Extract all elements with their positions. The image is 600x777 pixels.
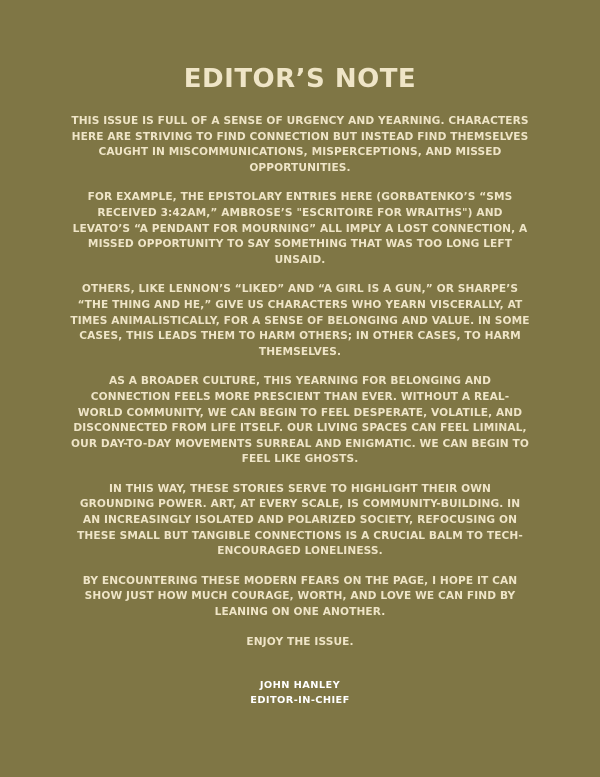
editor-role: EDITOR-IN-CHIEF [250,695,350,707]
editor-name: JOHN HANLEY [259,680,341,692]
note-paragraph-5: IN THIS WAY, THESE STORIES SERVE TO HIGHLIGHT THEIR OWN GROUNDING POWER. ART, AT EVERY SCALE, IS COMMUNITY-BUILDING. IN AN INCREASINGLY ISOLATED AND POLARIZED SOCIETY, REFOCUSING ON THESE SMALL BUT TANGIBLE CONNECTIONS IS A CRUCIAL BALM TO TECH-ENCOURAGED LONELINESS. [77,482,523,558]
note-paragraph-3: OTHERS, LIKE LENNON’S “LIKED” AND “A GIRL IS A GUN,” OR SHARPE’S “THE THING AND HE,” GIVE US CHARACTERS WHO YEARN VISCERALLY, AT TIMES ANIMALISTICALLY, FOR A SENSE OF BELONGING AND VALUE. IN SOME CASES, THIS LEADS THEM TO HARM OTHERS; IN OTHER CASES, TO HARM THEMSELVES. [70,283,530,358]
note-paragraph-1: THIS ISSUE IS FULL OF A SENSE OF URGENCY AND YEARNING. CHARACTERS HERE ARE STRIVING TO FIND CONNECTION BUT INSTEAD FIND THEMSELVES CAUGHT IN MISCOMMUNICATIONS, MISPERCEPTIONS, AND MISSED OPPORTUNITIES. [71,115,529,174]
page-title: EDITOR’S NOTE [183,64,417,94]
note-paragraph-7: ENJOY THE ISSUE. [246,635,354,648]
note-paragraph-6: BY ENCOUNTERING THESE MODERN FEARS ON THE PAGE, I HOPE IT CAN SHOW JUST HOW MUCH COURAGE, WORTH, AND LOVE WE CAN FIND BY LEANING ON ONE ANOTHER. [82,574,518,619]
signature-block [70,678,530,708]
note-paragraph-4: AS A BROADER CULTURE, THIS YEARNING FOR BELONGING AND CONNECTION FEELS MORE PRESCIENT THAN EVER. WITHOUT A REAL-WORLD COMMUNITY, WE CAN BEGIN TO FEEL DESPERATE, VOLATILE, AND DISCONNECTED FROM LIFE ITSELF. OUR LIVING SPACES CAN FEEL LIMINAL, OUR DAY-TO-DAY MOVEMENTS SURREAL AND ENIGMATIC. WE CAN BEGIN TO FEEL LIKE GHOSTS. [71,375,529,466]
note-paragraph-2: FOR EXAMPLE, THE EPISTOLARY ENTRIES HERE (GORBATENKO’S “SMS RECEIVED 3:42AM,” AMBROSE’S "ESCRITOIRE FOR WRAITHS") AND LEVATO’S “A PENDANT FOR MOURNING” ALL IMPLY A LOST CONNECTION, A MISSED OPPORTUNITY TO SAY SOMETHING THAT WAS TOO LONG LEFT UNSAID. [72,191,528,266]
